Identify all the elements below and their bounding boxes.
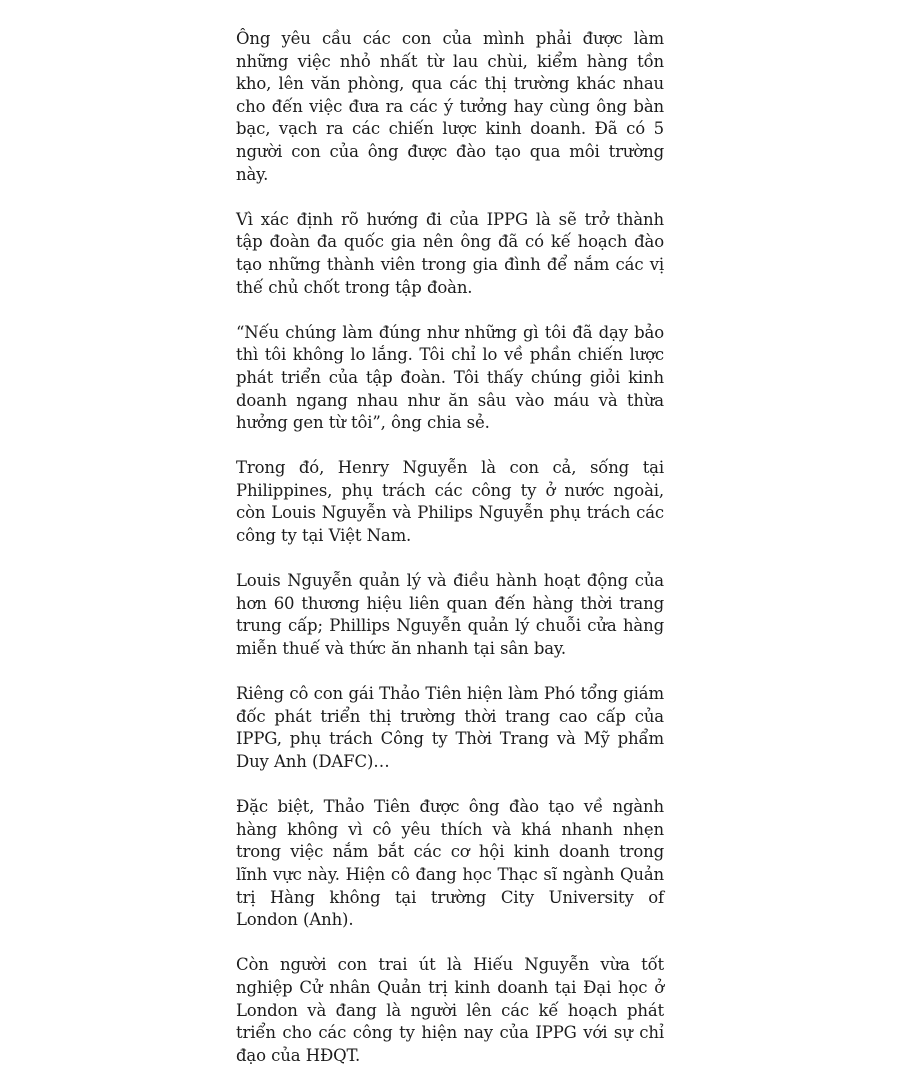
paragraph-thao-tien-aviation: Đặc biệt, Thảo Tiên được ông đào tạo về ngành hàng không vì cô yêu thích và khá nhanh nhẹn trong việc nắm bắt các cơ hội kinh doanh trong lĩnh vực này. Hiện cô đang học Thạc sĩ ngành Quản trị Hàng không tại trường City University of London (Anh). bbox=[236, 797, 664, 930]
paragraph-thao-tien-role: Riêng cô con gái Thảo Tiên hiện làm Phó tổng giám đốc phát triển thị trường thời trang cao cấp của IPPG, phụ trách Công ty Thời Trang và Mỹ phẩm Duy Anh (DAFC)… bbox=[236, 684, 664, 771]
paragraph-hieu-nguyen: Còn người con trai út là Hiếu Nguyễn vừa tốt nghiệp Cử nhân Quản trị kinh doanh tại Đại học ở London và đang là người lên các kế hoạch phát triển cho các công ty hiện nay của IPPG với sự chỉ đạo của HĐQT. bbox=[236, 955, 664, 1065]
article-body bbox=[236, 28, 664, 1067]
paragraph-quote: “Nếu chúng làm đúng như những gì tôi đã dạy bảo thì tôi không lo lắng. Tôi chỉ lo về phần chiến lược phát triển của tập đoàn. Tôi thấy chúng giỏi kinh doanh ngang nhau như ăn sâu vào máu và thừa hưởng gen từ tôi”, ông chia sẻ. bbox=[236, 322, 664, 433]
paragraph-louis-phillips: Louis Nguyễn quản lý và điều hành hoạt động của hơn 60 thương hiệu liên quan đến hàng thời trang trung cấp; Phillips Nguyễn quản lý chuỗi cửa hàng miễn thuế và thức ăn nhanh tại sân bay. bbox=[236, 571, 664, 659]
paragraph-training-tasks: Ông yêu cầu các con của mình phải được làm những việc nhỏ nhất từ lau chùi, kiểm hàng tồn kho, lên văn phòng, qua các thị trường khác nhau cho đến việc đưa ra các ý tưởng hay cùng ông bàn bạc, vạch ra các chiến lược kinh doanh. Đã có 5 người con của ông được đào tạo qua môi trường này. bbox=[236, 29, 664, 184]
paragraph-henry-nguyen: Trong đó, Henry Nguyễn là con cả, sống tại Philippines, phụ trách các công ty ở nước ngoài, còn Louis Nguyễn và Philips Nguyễn phụ trách các công ty tại Việt Nam. bbox=[236, 458, 664, 546]
paragraph-multinational-plan: Vì xác định rõ hướng đi của IPPG là sẽ trở thành tập đoàn đa quốc gia nên ông đã có kế hoạch đào tạo những thành viên trong gia đình để nắm các vị thế chủ chốt trong tập đoàn. bbox=[236, 209, 664, 297]
